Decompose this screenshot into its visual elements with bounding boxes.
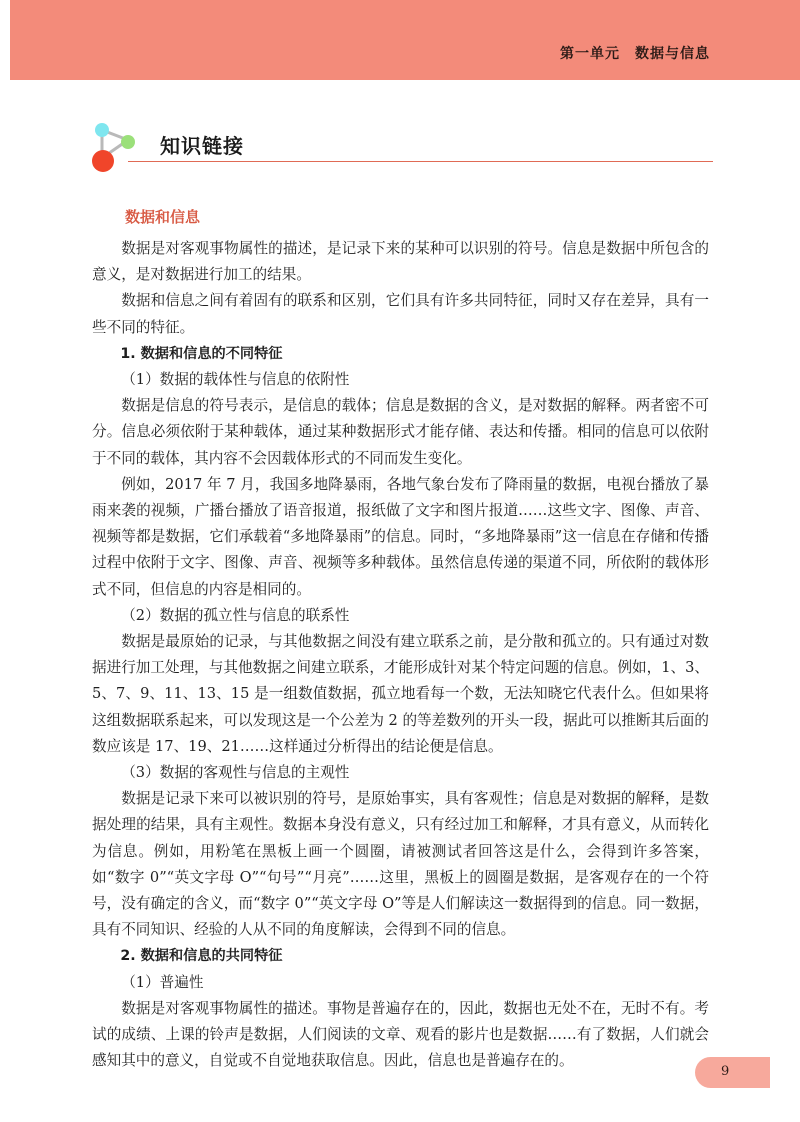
body-text [92,236,709,1075]
header-band [10,0,800,80]
paragraph: 数据是最原始的记录，与其他数据之间没有建立联系之前，是分散和孤立的。只有通过对数据进行加工处理，与其他数据之间建立联系，才能形成针对某个特定问题的信息。例如，1、3、5、7、9、11、13、15 是一组数值数据，孤立地看每一个数，无法知晓它代表什么。但如果将这组数据联系起来，可以发现这是一个公差为 2 的等差数列的开头一段，据此可以推断其后面的数应该是 17、19、21……这样通过分析得出的结论便是信息。 [92,633,709,755]
unit-title: 第一单元 数据与信息 [560,46,710,62]
paragraph: 数据是信息的符号表示，是信息的载体；信息是数据的含义，是对数据的解释。两者密不可分。信息必须依附于某种载体，通过某种数据形式才能存储、表达和传播。相同的信息可以依附于不同的载体，其内容不会因载体形式的不同而发生变化。 [92,397,709,467]
paragraph: 数据是对客观事物属性的描述。事物是普遍存在的，因此，数据也无处不在，无时不有。考试的成绩、上课的铃声是数据，人们阅读的文章、观看的影片也是数据……有了数据，人们就会感知其中的意义，自觉或不自觉地获取信息。因此，信息也是普遍存在的。 [92,999,709,1070]
page-number: 9 [721,1064,730,1079]
page-number-tab [695,1057,770,1088]
numbered-heading: 2. 数据和信息的共同特征 [120,948,283,965]
paragraph: 数据是记录下来可以被识别的符号，是原始事实，具有客观性；信息是对数据的解释，是数据处理的结果，具有主观性。数据本身没有意义，只有经过加工和解释，才具有意义，从而转化为信息。例如，用粉笔在黑板上画一个圆圈，请被测试者回答这是什么，会得到许多答案，如“数字 0”“英文字母 O”“句号”“月亮”……这里，黑板上的圆圈是数据，是客观存在的一个符号，没有确定的含义，而“数字 0”“英文字母 O”等是人们解读这一数据得到的信息。同一数据，具有不同知识、经验的人从不同的角度解读，会得到不同的信息。 [92,790,709,939]
paragraph: 数据和信息之间有着固有的联系和区别，它们具有许多共同特征，同时又存在差异，具有一些不同的特征。 [92,292,709,336]
paragraph: 例如，2017 年 7 月，我国多地降暴雨，各地气象台发布了降雨量的数据，电视台播放了暴雨来袭的视频，广播台播放了语音报道，报纸做了文字和图片报道……这些文字、图像、声音、视频等都是数据，它们承载着“多地降暴雨”的信息。同时，“多地降暴雨”这一信息在存储和传播过程中依附于文字、图像、声音、视频等多种载体。虽然信息传递的渠道不同，所依附的载体形式不同，但信息的内容是相同的。 [92,475,709,598]
paragraph: 数据是对客观事物属性的描述，是记录下来的某种可以识别的符号。信息是数据中所包含的意义，是对数据进行加工的结果。 [92,240,709,284]
section-title: 知识链接 [160,134,244,158]
sub-heading: （2）数据的孤立性与信息的联系性 [121,606,350,624]
sub-heading: （1）数据的载体性与信息的依附性 [121,371,350,389]
sub-heading: （3）数据的客观性与信息的主观性 [121,764,350,782]
subsection-title: 数据和信息 [125,208,201,226]
numbered-heading: 1. 数据和信息的不同特征 [120,345,283,362]
section-heading [88,118,713,178]
sub-heading: （1）普遍性 [121,973,204,991]
section-divider [128,161,713,162]
molecule-icon [88,118,152,178]
